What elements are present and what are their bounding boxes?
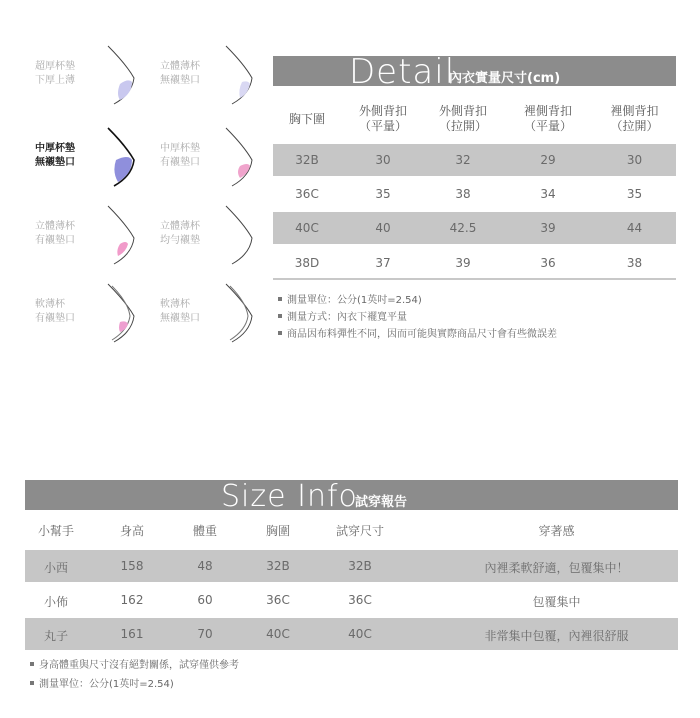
table-cell: 36C bbox=[295, 187, 319, 201]
column-header: 裡側背扣 （平量） bbox=[523, 104, 572, 133]
cup-profile-icon bbox=[104, 204, 146, 266]
table-cell: 32B bbox=[266, 559, 290, 573]
cup-type-label-active: 中厚杯墊 無襯墊口 bbox=[35, 143, 75, 168]
detail-subtitle: 內衣實量尺寸(cm) bbox=[449, 71, 561, 86]
size-info-title: Size Info bbox=[221, 480, 358, 510]
table-cell: 32B bbox=[348, 559, 372, 573]
size-info-table bbox=[25, 510, 678, 650]
cup-type-label: 立體薄杯 無襯墊口 bbox=[160, 61, 200, 86]
cup-type-label: 軟薄杯 有襯墊口 bbox=[35, 299, 75, 324]
cup-profile-icon bbox=[104, 282, 146, 344]
table-cell: 40C bbox=[348, 627, 372, 641]
table-cell: 40C bbox=[295, 221, 319, 235]
table-cell: 35 bbox=[375, 187, 391, 201]
table-cell: 44 bbox=[626, 221, 643, 235]
cup-profile-icon bbox=[222, 44, 264, 106]
column-header: 外側背扣 （平量） bbox=[358, 104, 407, 133]
note-line: 測量單位：公分(1英吋=2.54) bbox=[30, 675, 174, 690]
table-cell: 38 bbox=[626, 256, 643, 270]
table-cell: 32 bbox=[455, 153, 471, 167]
table-cell: 內裡柔軟舒適，包覆集中！ bbox=[484, 561, 629, 575]
cup-profile-icon bbox=[104, 44, 146, 106]
note-line: 身高體重與尺寸沒有絕對關係，試穿僅供參考 bbox=[30, 656, 239, 671]
cup-profile-icon bbox=[104, 126, 146, 188]
table-cell: 36C bbox=[348, 593, 372, 607]
column-header: 身高 bbox=[119, 524, 144, 538]
column-header: 胸下圍 bbox=[288, 112, 325, 126]
table-cell: 34 bbox=[540, 187, 556, 201]
table-cell: 42.5 bbox=[449, 221, 477, 235]
table-row bbox=[25, 550, 678, 582]
table-cell: 38 bbox=[455, 187, 471, 201]
table-cell: 158 bbox=[120, 559, 144, 573]
table-cell: 70 bbox=[197, 627, 213, 641]
table-cell: 小西 bbox=[43, 561, 68, 575]
table-cell: 非常集中包覆，內裡很舒服 bbox=[484, 629, 629, 643]
column-header: 外側背扣 （拉開） bbox=[438, 104, 487, 133]
table-cell: 38D bbox=[294, 256, 320, 270]
column-header: 小幫手 bbox=[37, 524, 74, 538]
table-cell: 丸子 bbox=[43, 629, 68, 643]
column-header: 胸圍 bbox=[265, 524, 290, 538]
detail-title: Detail bbox=[349, 56, 456, 86]
table-cell: 32B bbox=[295, 153, 319, 167]
table-row bbox=[273, 246, 676, 278]
table-cell: 37 bbox=[375, 256, 391, 270]
table-cell: 40C bbox=[266, 627, 290, 641]
cup-type-label: 立體薄杯 均勻襯墊 bbox=[160, 221, 200, 246]
size-info-subtitle: 試穿報告 bbox=[355, 495, 408, 510]
table-cell: 40 bbox=[375, 221, 391, 235]
column-header: 穿著感 bbox=[538, 524, 575, 538]
table-bottom-rule bbox=[273, 278, 676, 280]
cup-profile-icon bbox=[222, 126, 264, 188]
table-cell: 35 bbox=[626, 187, 643, 201]
column-header: 裡側背扣 （拉開） bbox=[610, 104, 659, 133]
cup-profile-icon bbox=[222, 204, 264, 266]
table-row bbox=[273, 144, 676, 176]
table-cell: 60 bbox=[197, 593, 213, 607]
cup-type-label: 中厚杯墊 有襯墊口 bbox=[160, 143, 200, 168]
bullet-icon bbox=[278, 297, 282, 301]
column-header: 試穿尺寸 bbox=[335, 524, 384, 538]
cup-pad bbox=[118, 80, 132, 100]
table-cell: 162 bbox=[120, 593, 144, 607]
table-cell: 36 bbox=[540, 256, 556, 270]
note-line: 測量單位：公分(1英吋=2.54) bbox=[278, 291, 422, 306]
table-row bbox=[25, 584, 678, 616]
column-header: 體重 bbox=[192, 524, 217, 538]
table-cell: 39 bbox=[455, 256, 471, 270]
table-cell: 161 bbox=[120, 627, 144, 641]
note-line: 測量方式：內衣下襬寬平量 bbox=[278, 308, 407, 323]
table-row bbox=[273, 212, 676, 244]
table-row bbox=[273, 178, 676, 210]
table-cell: 包覆集中 bbox=[532, 595, 581, 609]
size-info-banner bbox=[25, 480, 678, 510]
table-cell: 29 bbox=[540, 153, 556, 167]
table-cell: 30 bbox=[626, 153, 643, 167]
cup-type-label: 立體薄杯 有襯墊口 bbox=[35, 221, 75, 246]
table-row bbox=[25, 618, 678, 650]
table-cell: 39 bbox=[540, 221, 556, 235]
table-cell: 36C bbox=[266, 593, 290, 607]
table-cell: 小佈 bbox=[43, 595, 68, 609]
table-cell: 48 bbox=[197, 559, 213, 573]
bullet-icon bbox=[30, 662, 34, 666]
cup-type-label: 超厚杯墊 下厚上薄 bbox=[35, 61, 75, 86]
detail-banner bbox=[273, 56, 676, 86]
detail-table bbox=[273, 86, 676, 286]
cup-type-label: 軟薄杯 無襯墊口 bbox=[160, 299, 200, 324]
cup-pad bbox=[114, 157, 132, 182]
table-cell: 30 bbox=[375, 153, 391, 167]
bullet-icon bbox=[278, 331, 282, 335]
bullet-icon bbox=[30, 681, 34, 685]
note-line: 商品因布料彈性不同，因而可能與實際商品尺寸會有些微誤差 bbox=[278, 325, 557, 340]
bullet-icon bbox=[278, 314, 282, 318]
cup-profile-icon bbox=[222, 282, 264, 344]
